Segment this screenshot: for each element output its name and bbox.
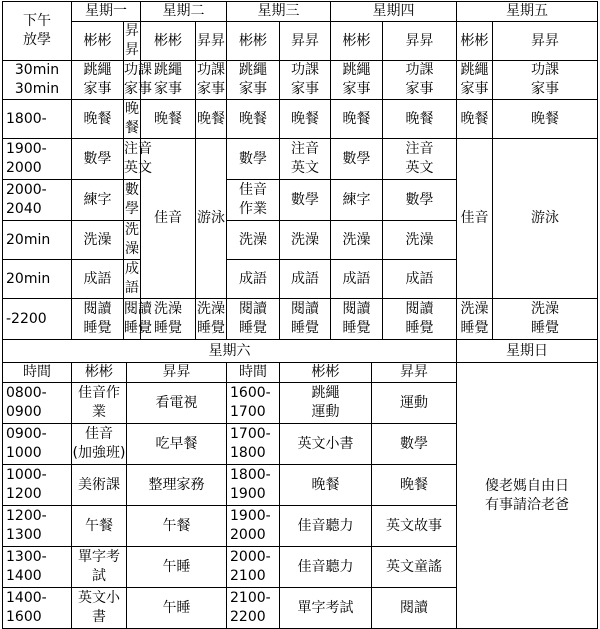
activity-text: 家事	[239, 81, 267, 97]
time-label: 1800	[230, 445, 266, 461]
sat-activity-cell: 午睡	[127, 588, 227, 629]
activity-text: 閱讀	[239, 301, 267, 317]
activity-cell: 成語	[72, 260, 124, 299]
activity-cell	[383, 139, 457, 180]
activity-text: 跳繩	[342, 62, 371, 78]
day-header-thu: 星期四	[331, 2, 457, 22]
sat-activity-cell: 英文小書	[280, 424, 372, 465]
activity-cell	[227, 299, 280, 340]
activity-cell: 晚餐	[141, 100, 196, 139]
sat-activity-cell	[72, 424, 127, 465]
activity-text: 睡覺	[405, 320, 434, 336]
activity-cell	[124, 139, 152, 180]
activity-cell: 晚餐	[280, 100, 331, 139]
activity-text: 家事	[531, 81, 560, 97]
sat-time-cell	[227, 424, 280, 465]
activity-cell	[280, 61, 331, 100]
activity-text: 功課	[405, 62, 434, 78]
activity-text: 家事	[83, 81, 112, 97]
time-label: 2000	[230, 527, 266, 543]
activity-text: 跳繩	[154, 62, 182, 78]
saturday-title: 星期六	[3, 340, 457, 363]
activity-cell	[196, 61, 227, 100]
kid-a-header: 彬彬	[141, 22, 196, 61]
activity-text: 英文	[124, 160, 152, 176]
time-label: 1800-	[230, 467, 271, 483]
activity-cell: 晚餐	[493, 100, 598, 139]
activity-cell: 成語	[331, 260, 383, 299]
weekday-row-1800	[3, 100, 598, 139]
activity-text: 閱讀	[405, 301, 434, 317]
sat-activity-cell: 單字考試	[72, 547, 127, 588]
sat-time-header: 時間	[227, 363, 280, 383]
activity-cell: 數學	[280, 180, 331, 221]
activity-cell: 成語	[280, 260, 331, 299]
activity-text: 洗澡	[531, 301, 560, 317]
time-cell: 20min	[3, 221, 72, 260]
sat-activity-cell: 午餐	[72, 506, 127, 547]
activity-text: 跳繩	[460, 62, 489, 78]
activity-text: 睡覺	[83, 320, 112, 336]
sunday-note-cell	[457, 363, 598, 629]
time-cell: 20min	[3, 260, 72, 299]
activity-text: 注音	[291, 141, 319, 157]
time-label: 2000	[6, 160, 42, 176]
kid-header-row	[3, 22, 598, 61]
activity-text: (加強班)	[72, 445, 126, 461]
activity-cell	[124, 61, 152, 100]
activity-text: 家事	[291, 81, 319, 97]
sat-kid-a-header: 彬彬	[280, 363, 372, 383]
activity-text: 英文	[291, 160, 319, 176]
activity-cell: 練字	[72, 180, 124, 221]
sat-activity-cell: 整理家務	[127, 465, 227, 506]
sat-activity-cell: 午餐	[127, 506, 227, 547]
saturday-header-row	[3, 363, 598, 383]
activity-cell: 晚餐	[72, 100, 124, 139]
time-label: 1600	[6, 609, 42, 625]
time-label: 1900-	[230, 508, 271, 524]
activity-cell	[383, 299, 457, 340]
kid-b-header: 昇昇	[280, 22, 331, 61]
sat-activity-cell: 英文故事	[372, 506, 457, 547]
activity-text: 睡覺	[197, 320, 225, 336]
sat-activity-cell: 佳音聽力	[280, 547, 372, 588]
sat-activity-cell: 晚餐	[280, 465, 372, 506]
activity-cell	[457, 299, 493, 340]
sunday-note-line: 傻老媽自由日	[485, 477, 570, 494]
activity-text: 閱讀	[124, 301, 152, 317]
weekday-row-1900	[3, 139, 598, 180]
time-cell	[3, 61, 72, 100]
activity-cell	[457, 61, 493, 100]
sat-activity-cell: 英文小書	[72, 588, 127, 629]
activity-cell: 洗澡	[72, 221, 124, 260]
sat-activity-cell: 閱讀	[372, 588, 457, 629]
activity-cell: 成語	[227, 260, 280, 299]
sat-kid-a-header: 彬彬	[72, 363, 127, 383]
sat-time-cell	[227, 383, 280, 424]
activity-text: 家事	[154, 81, 182, 97]
activity-cell: 數學	[124, 180, 141, 221]
sat-activity-cell: 看電視	[127, 383, 227, 424]
activity-text: 佳音	[239, 182, 267, 198]
time-label: 1200	[6, 486, 42, 502]
activity-text: 功課	[124, 62, 152, 78]
time-label: 0900-	[6, 426, 47, 442]
weekday-header-row	[3, 2, 598, 22]
corner-bottom-label: 放學	[23, 32, 51, 48]
time-cell	[3, 139, 72, 180]
time-label: 30min	[14, 62, 60, 78]
activity-text: 家事	[342, 81, 371, 97]
activity-text: 佳音	[85, 426, 113, 442]
activity-cell	[124, 299, 152, 340]
activity-cell: 數學	[383, 180, 457, 221]
time-label: 0900	[6, 404, 42, 420]
activity-cell: 洗澡	[124, 221, 141, 260]
activity-cell: 練字	[331, 180, 383, 221]
activity-text: 睡覺	[291, 320, 319, 336]
sat-activity-cell: 運動	[372, 383, 457, 424]
sat-activity-cell: 美術課	[72, 465, 127, 506]
activity-text: 功課	[197, 62, 225, 78]
sat-activity-cell: 單字考試	[280, 588, 372, 629]
activity-text: 注音	[405, 141, 434, 157]
activity-cell	[72, 61, 124, 100]
activity-cell	[331, 299, 383, 340]
time-cell: 1800-	[3, 100, 72, 139]
activity-cell	[196, 299, 227, 340]
activity-text: 睡覺	[460, 320, 489, 336]
activity-text: 閱讀	[291, 301, 319, 317]
activity-cell	[227, 61, 280, 100]
corner-header-cell	[3, 2, 72, 61]
activity-cell: 晚餐	[331, 100, 383, 139]
activity-text: 作業	[239, 201, 267, 217]
activity-cell: 數學	[227, 139, 280, 180]
day-header-wed: 星期三	[227, 2, 331, 22]
activity-text: 睡覺	[239, 320, 267, 336]
time-label: 1400	[6, 568, 42, 584]
activity-cell-tue-kid-b: 游泳	[196, 139, 227, 299]
sat-time-cell	[227, 588, 280, 629]
activity-text: 洗澡	[154, 301, 182, 317]
sat-activity-cell: 晚餐	[372, 465, 457, 506]
sat-time-cell	[227, 465, 280, 506]
kid-b-header: 昇昇	[493, 22, 598, 61]
activity-text: 睡覺	[154, 320, 182, 336]
activity-cell: 洗澡	[227, 221, 280, 260]
weekday-row-2200	[3, 299, 598, 340]
time-label: 1200-	[6, 508, 47, 524]
sat-time-cell	[3, 547, 72, 588]
activity-cell: 成語	[383, 260, 457, 299]
time-label: 1700-	[230, 426, 271, 442]
activity-cell: 洗澡	[331, 221, 383, 260]
activity-text: 睡覺	[342, 320, 371, 336]
activity-cell	[227, 180, 280, 221]
day-header-tue: 星期二	[141, 2, 227, 22]
activity-text: 跳繩	[83, 62, 112, 78]
weekday-row-30min	[3, 61, 598, 100]
time-label: 1000	[6, 445, 42, 461]
activity-cell: 洗澡	[280, 221, 331, 260]
sat-time-cell	[3, 424, 72, 465]
activity-cell: 數學	[331, 139, 383, 180]
activity-text: 注音	[124, 141, 152, 157]
weekly-schedule-table	[2, 1, 598, 629]
activity-text: 洗澡	[197, 301, 225, 317]
activity-cell: 晚餐	[196, 100, 227, 139]
activity-cell: 成語	[124, 260, 141, 299]
sat-activity-cell: 午睡	[127, 547, 227, 588]
day-header-mon: 星期一	[72, 2, 141, 22]
time-cell	[3, 180, 72, 221]
time-label: 2000-	[230, 549, 271, 565]
kid-b-header: 昇昇	[383, 22, 457, 61]
activity-cell: 洗澡	[383, 221, 457, 260]
activity-cell	[493, 299, 598, 340]
activity-text: 跳繩	[239, 62, 267, 78]
sat-activity-cell: 英文童謠	[372, 547, 457, 588]
sat-activity-cell: 佳音聽力	[280, 506, 372, 547]
time-label: 2100	[230, 568, 266, 584]
sat-activity-cell: 佳音作業	[72, 383, 127, 424]
activity-cell: 數學	[72, 139, 124, 180]
kid-b-header: 昇昇	[196, 22, 227, 61]
kid-a-header: 彬彬	[457, 22, 493, 61]
kid-a-header: 彬彬	[72, 22, 124, 61]
activity-text: 閱讀	[342, 301, 371, 317]
activity-text: 家事	[405, 81, 434, 97]
corner-top-label: 下午	[23, 13, 51, 29]
time-label: 30min	[14, 81, 60, 97]
activity-cell	[383, 61, 457, 100]
time-label: 2040	[6, 201, 42, 217]
time-label: 1700	[230, 404, 266, 420]
time-label: 1000-	[6, 467, 47, 483]
activity-text: 睡覺	[124, 320, 152, 336]
day-header-fri: 星期五	[457, 2, 598, 22]
activity-text: 閱讀	[83, 301, 112, 317]
kid-b-header: 昇昇	[124, 22, 141, 61]
time-label: 0800-	[6, 385, 47, 401]
activity-cell	[493, 61, 598, 100]
activity-cell-fri-kid-b: 游泳	[493, 139, 598, 299]
activity-text: 睡覺	[531, 320, 560, 336]
activity-cell: 晚餐	[124, 100, 141, 139]
activity-cell	[331, 61, 383, 100]
activity-cell: 晚餐	[457, 100, 493, 139]
time-label: 1300-	[6, 549, 47, 565]
activity-cell: 晚餐	[383, 100, 457, 139]
activity-cell	[280, 139, 331, 180]
activity-text: 跳繩	[311, 385, 340, 401]
sunday-title: 星期日	[457, 340, 598, 363]
activity-cell: 晚餐	[227, 100, 280, 139]
weekend-title-row	[3, 340, 598, 363]
activity-text: 家事	[460, 81, 489, 97]
time-cell: -2200	[3, 299, 72, 340]
time-label: 1600-	[230, 385, 271, 401]
time-label: 2200	[230, 609, 266, 625]
activity-text: 運動	[311, 404, 340, 420]
sat-time-cell	[3, 588, 72, 629]
activity-text: 功課	[291, 62, 319, 78]
sunday-note-line: 有事請洽老爸	[485, 496, 570, 513]
activity-text: 家事	[124, 81, 152, 97]
sat-time-cell	[227, 547, 280, 588]
time-label: 1300	[6, 527, 42, 543]
kid-a-header: 彬彬	[331, 22, 383, 61]
sat-activity-cell: 數學	[372, 424, 457, 465]
time-label: 1900-	[6, 141, 47, 157]
activity-cell	[280, 299, 331, 340]
sat-time-cell	[3, 506, 72, 547]
sat-time-cell	[227, 506, 280, 547]
sat-time-cell	[3, 465, 72, 506]
time-label: 2100-	[230, 590, 271, 606]
activity-text: 家事	[197, 81, 225, 97]
sat-activity-cell: 吃早餐	[127, 424, 227, 465]
time-label: 1900	[230, 486, 266, 502]
sat-time-header: 時間	[3, 363, 72, 383]
activity-cell-fri-kid-a: 佳音	[457, 139, 493, 299]
time-label: 1400-	[6, 590, 47, 606]
kid-a-header: 彬彬	[227, 22, 280, 61]
activity-cell-tue-kid-a: 佳音	[141, 139, 196, 299]
activity-text: 洗澡	[460, 301, 489, 317]
sat-activity-cell	[280, 383, 372, 424]
activity-cell	[72, 299, 124, 340]
time-label: 2000-	[6, 182, 47, 198]
sat-kid-b-header: 昇昇	[127, 363, 227, 383]
sat-time-cell	[3, 383, 72, 424]
activity-text: 英文	[405, 160, 434, 176]
sat-kid-b-header: 昇昇	[372, 363, 457, 383]
activity-text: 功課	[531, 62, 560, 78]
